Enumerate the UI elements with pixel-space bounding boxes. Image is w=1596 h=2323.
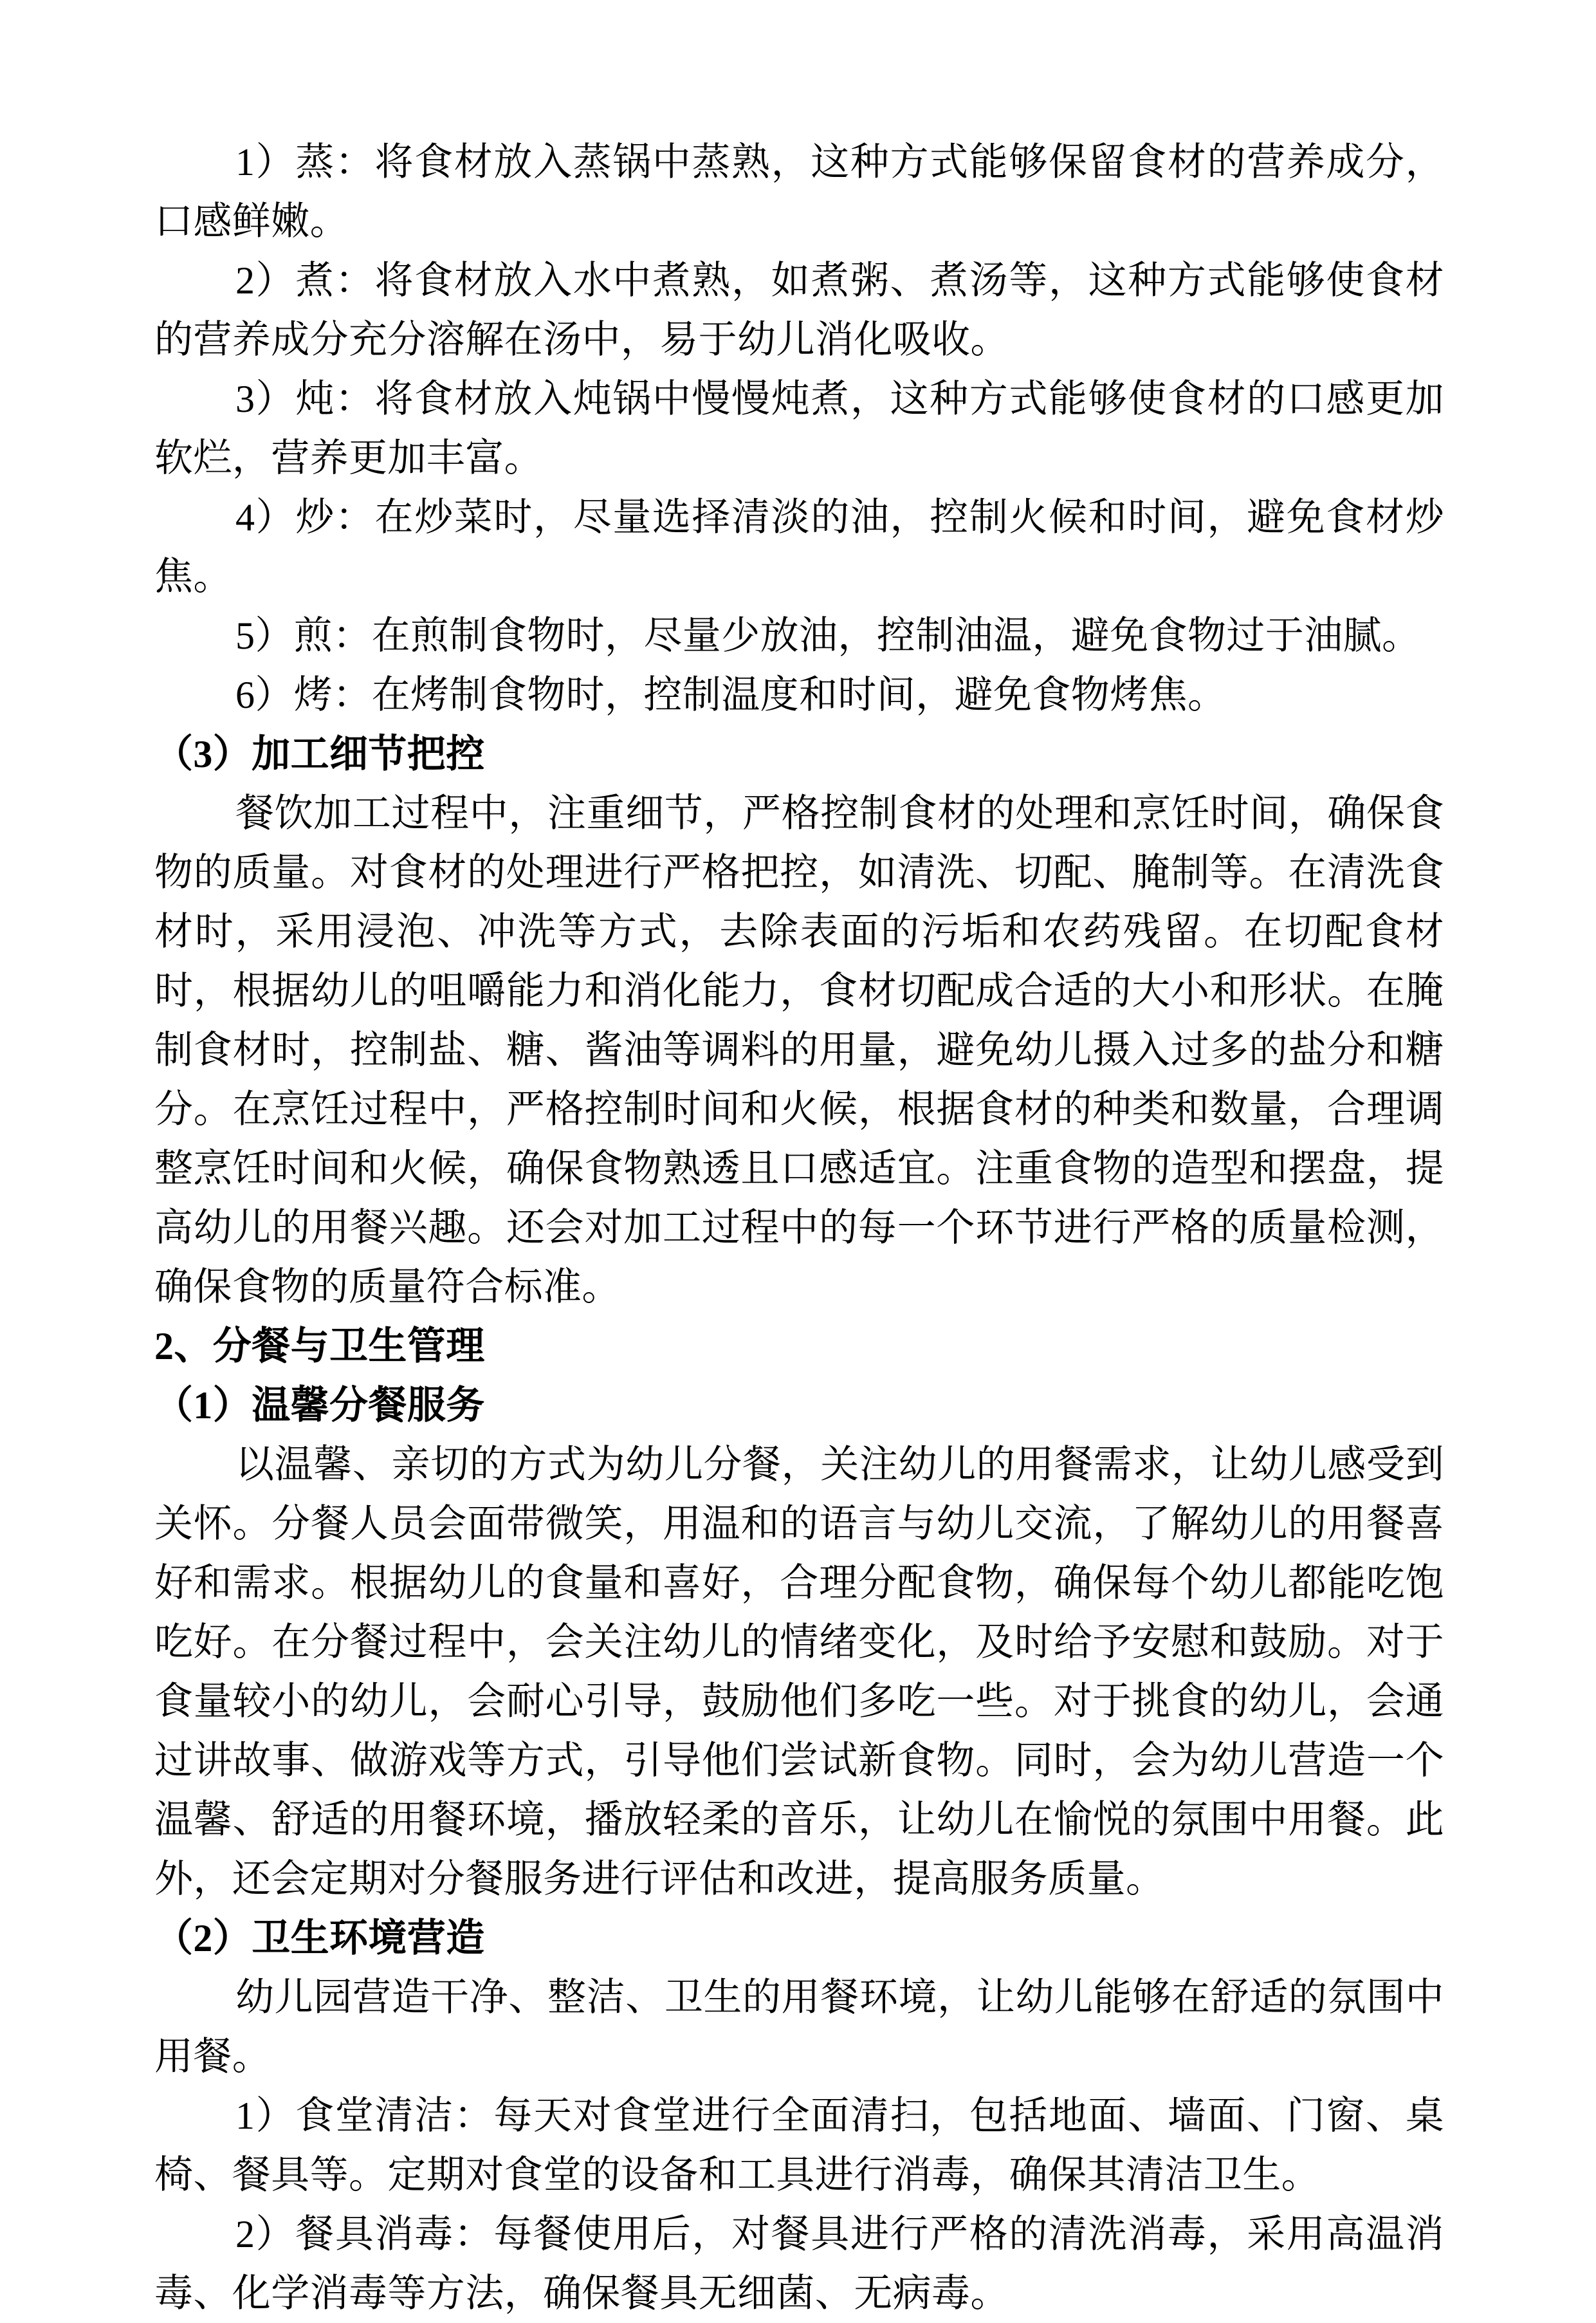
list-item: 5）煎：在煎制食物时，尽量少放油，控制油温，避免食物过于油腻。 [235, 615, 1421, 657]
body-paragraph: 餐饮加工过程中，注重细节，严格控制食材的处理和烹饪时间，确保食物的质量。对食材的处理进行严格把控，如清洗、切配、腌制等。在清洗食材时，采用浸泡、冲洗等方式，去除表面的污垢和农药残留。在切配食材时，根据幼儿的咀嚼能力和消化能力，食材切配成合适的大小和形状。在腌制食材时，控制盐、糖、酱油等调料的用量，避免幼儿摄入过多的盐分和糖分。在烹饪过程中，严格控制时间和火候，根据食材的种类和数量，合理调整烹饪时间和火候，确保食物熟透且口感适宜。注重食物的造型和摆盘，提高幼儿的用餐兴趣。还会对加工过程中的每一个环节进行严格的质量检测，确保食物的质量符合标准。 [154, 792, 1444, 1308]
section-heading: （3）加工细节把控 [154, 733, 485, 775]
list-item: 6）烤：在烤制食物时，控制温度和时间，避免食物烤焦。 [235, 674, 1227, 716]
list-item: 1）食堂清洁：每天对食堂进行全面清扫，包括地面、墙面、门窗、桌椅、餐具等。定期对食堂的设备和工具进行消毒，确保其清洁卫生。 [154, 2095, 1444, 2196]
list-item: 2）餐具消毒：每餐使用后，对餐具进行严格的清洗消毒，采用高温消毒、化学消毒等方法，确保餐具无细菌、无病毒。 [154, 2213, 1444, 2315]
body-paragraph: 以温馨、亲切的方式为幼儿分餐，关注幼儿的用餐需求，让幼儿感受到关怀。分餐人员会面带微笑，用温和的语言与幼儿交流，了解幼儿的用餐喜好和需求。根据幼儿的食量和喜好，合理分配食物，确保每个幼儿都能吃饱吃好。在分餐过程中，会关注幼儿的情绪变化，及时给予安慰和鼓励。对于食量较小的幼儿，会耐心引导，鼓励他们多吃一些。对于挑食的幼儿，会通过讲故事、做游戏等方式，引导他们尝试新食物。同时，会为幼儿营造一个温馨、舒适的用餐环境，播放轻柔的音乐，让幼儿在愉悦的氛围中用餐。此外，还会定期对分餐服务进行评估和改进，提高服务质量。 [154, 1443, 1444, 1900]
list-item: 3）炖：将食材放入炖锅中慢慢炖煮，这种方式能够使食材的口感更加软烂，营养更加丰富。 [154, 378, 1444, 479]
list-item: 4）炒：在炒菜时，尽量选择清淡的油，控制火候和时间，避免食材炒焦。 [154, 496, 1444, 598]
list-item: 2）煮：将食材放入水中煮熟，如煮粥、煮汤等，这种方式能够使食材的营养成分充分溶解在汤中，易于幼儿消化吸收。 [154, 259, 1444, 361]
list-item: 1）蒸：将食材放入蒸锅中蒸熟，这种方式能够保留食材的营养成分，口感鲜嫩。 [154, 141, 1444, 243]
section-heading: （1）温馨分餐服务 [154, 1384, 485, 1427]
body-paragraph: 幼儿园营造干净、整洁、卫生的用餐环境，让幼儿能够在舒适的氛围中用餐。 [154, 1976, 1444, 2078]
section-heading: （2）卫生环境营造 [154, 1917, 485, 1959]
section-heading: 2、分餐与卫生管理 [154, 1325, 485, 1367]
document-body [154, 133, 1444, 2323]
